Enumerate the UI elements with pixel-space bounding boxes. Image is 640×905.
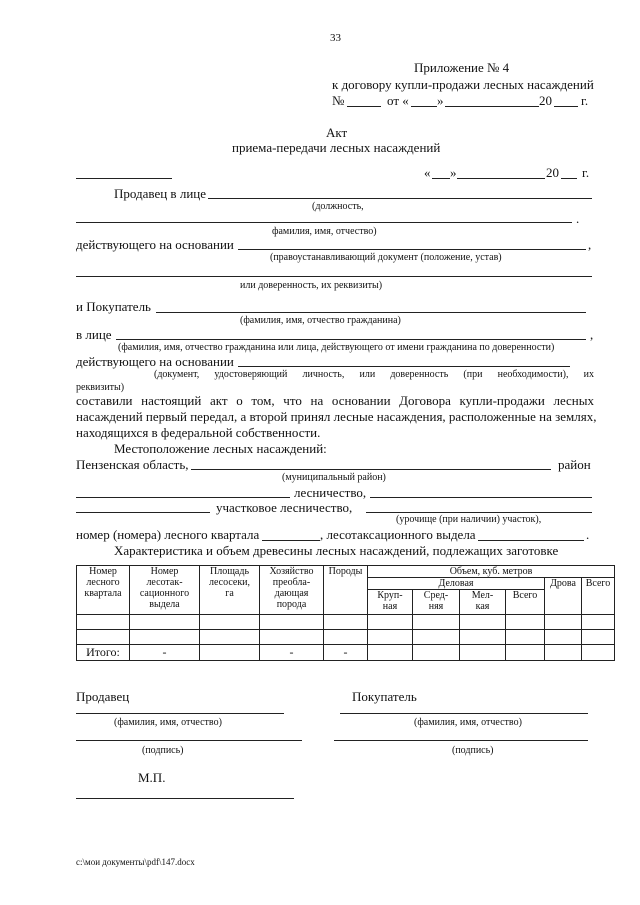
appendix-subtitle: к договору купли-продажи лесных насаждений <box>332 77 594 92</box>
place-blank <box>76 178 172 179</box>
table-cell <box>200 645 260 661</box>
seller-caption-basis: (правоустанавливающий документ (положение, устав) <box>270 252 502 263</box>
seller-name-caption: (фамилия, имя, отчество) <box>114 717 222 728</box>
location-caption-tract: (урочище (при наличии) участок), <box>396 514 542 525</box>
buyer-caption-document-end: реквизиты) <box>76 382 125 393</box>
total-label: Итого: <box>77 645 130 661</box>
table-cell <box>460 645 506 661</box>
table-cell <box>260 630 324 645</box>
date-year-prefix: 20 <box>546 165 559 180</box>
buyer-person-end: , <box>590 327 594 342</box>
header-species: Породы <box>324 566 368 615</box>
caption-word: (при <box>463 369 483 380</box>
table-row <box>77 630 615 645</box>
seller-power-blank <box>76 276 592 277</box>
date-close-quote: » <box>450 165 457 180</box>
buyer-name-blank <box>156 312 586 313</box>
buyer-name-caption: (фамилия, имя, отчество) <box>414 717 522 728</box>
location-heading: Местоположение лесных насаждений: <box>114 441 327 456</box>
stamp-blank <box>76 798 294 799</box>
seller-basis-blank <box>238 249 586 250</box>
table-row <box>77 615 615 630</box>
appendix-year-prefix: 20 <box>539 93 552 108</box>
buyer-sign-name-blank <box>340 713 588 714</box>
caption-word: (документ, <box>154 369 200 380</box>
header-total: Всего <box>582 578 615 615</box>
location-forestry: лесничество, <box>294 485 367 500</box>
table-cell <box>506 645 545 661</box>
date-day-blank <box>432 178 450 179</box>
table-cell <box>130 615 200 630</box>
seller-label: Продавец в лице <box>114 186 206 201</box>
date-month-blank <box>457 178 545 179</box>
seller-basis-end: , <box>588 237 592 252</box>
caption-word: доверенность <box>390 369 449 380</box>
buyer-caption-name: (фамилия, имя, отчество гражданина) <box>240 315 401 326</box>
stamp-label: М.П. <box>138 770 166 785</box>
location-section-label: , лесотаксационного выдела <box>320 527 476 542</box>
appendix-from-word: от « <box>387 93 409 108</box>
caption-word: удостоверяющий <box>214 369 288 380</box>
location-quarter-label: номер (номера) лесного квартала <box>76 527 260 542</box>
table-cell <box>460 615 506 630</box>
total-section: - <box>130 645 200 661</box>
timber-table <box>76 565 615 661</box>
table-cell <box>324 615 368 630</box>
table-cell <box>130 630 200 645</box>
table-cell <box>582 645 615 661</box>
total-species: - <box>324 645 368 661</box>
header-area: Площадь лесосеки, га <box>200 566 260 615</box>
table-cell <box>368 615 413 630</box>
appendix-year-suffix: г. <box>581 93 589 108</box>
appendix-year-blank <box>554 106 578 107</box>
page-number: 33 <box>330 32 341 44</box>
act-heading: Акт <box>326 125 348 140</box>
table-caption: Характеристика и объем древесины лесных насаждений, подлежащих заготовке <box>114 543 559 558</box>
table-cell <box>324 630 368 645</box>
seller-caption-position: (должность, <box>312 201 364 212</box>
table-cell <box>545 630 582 645</box>
table-cell <box>200 630 260 645</box>
header-farm: Хозяйство преобла- дающая порода <box>260 566 324 615</box>
buyer-sign-caption: (подпись) <box>452 745 494 756</box>
header-small: Мел- кая <box>460 590 506 615</box>
seller-name-end: . <box>576 211 580 226</box>
table-cell <box>582 630 615 645</box>
date-open-quote: « <box>424 165 431 180</box>
appendix-title: Приложение № 4 <box>414 60 510 75</box>
caption-word: их <box>583 369 594 380</box>
body-line-3: находящихся в федеральной собственности. <box>76 425 321 440</box>
buyer-caption-document <box>154 369 594 380</box>
table-cell <box>413 645 460 661</box>
location-section-end: . <box>586 527 590 542</box>
caption-word: или <box>359 369 376 380</box>
table-cell <box>413 615 460 630</box>
header-total-commercial: Всего <box>506 590 545 615</box>
seller-basis-label: действующего на основании <box>76 237 234 252</box>
table-cell <box>77 615 130 630</box>
header-medium: Сред- няя <box>413 590 460 615</box>
buyer-person-blank <box>116 339 586 340</box>
location-forestry-blank <box>76 497 290 498</box>
seller-name-blank <box>76 222 572 223</box>
location-subforestry-blank <box>76 512 210 513</box>
caption-word: личность, <box>302 369 345 380</box>
footer-path: c:\мои документы\pdf\147.docx <box>76 857 195 867</box>
table-total-row <box>77 645 615 661</box>
date-year-suffix: г. <box>582 165 590 180</box>
location-region: Пензенская область, <box>76 457 189 472</box>
appendix-day-blank <box>411 106 437 107</box>
seller-signature-blank <box>76 740 302 741</box>
location-caption-district: (муниципальный район) <box>282 472 386 483</box>
header-section: Номер лесотак- сационного выдела <box>130 566 200 615</box>
buyer-basis-label: действующего на основании <box>76 354 234 369</box>
buyer-label: и Покупатель <box>76 299 151 314</box>
buyer-person-label: в лице <box>76 327 112 342</box>
table-cell <box>506 630 545 645</box>
table-cell <box>413 630 460 645</box>
signature-seller-label: Продавец <box>76 689 130 704</box>
seller-caption-power: или доверенность, их реквизиты) <box>240 280 383 291</box>
header-large: Круп- ная <box>368 590 413 615</box>
location-section-blank <box>478 540 584 541</box>
appendix-no-prefix: № <box>332 93 345 108</box>
header-quarter: Номер лесного квартала <box>77 566 130 615</box>
table-cell <box>582 615 615 630</box>
date-year-blank <box>561 178 577 179</box>
location-quarter-blank <box>262 540 320 541</box>
seller-position-blank <box>208 198 592 199</box>
table-cell <box>368 645 413 661</box>
location-forestry-after-blank <box>370 497 592 498</box>
signature-buyer-label: Покупатель <box>352 689 417 704</box>
table-cell <box>545 615 582 630</box>
location-district-blank <box>191 469 551 470</box>
table-cell <box>545 645 582 661</box>
body-line-2: насаждений первый передал, а второй принял лесные насаждения, расположенные на землях, <box>76 409 597 424</box>
table-cell <box>506 615 545 630</box>
appendix-no-blank <box>347 106 381 107</box>
seller-sign-name-blank <box>76 713 284 714</box>
appendix-close-quote: » <box>437 93 444 108</box>
table-cell <box>368 630 413 645</box>
total-farm: - <box>260 645 324 661</box>
seller-sign-caption: (подпись) <box>142 745 184 756</box>
buyer-basis-blank <box>238 366 570 367</box>
buyer-signature-blank <box>334 740 588 741</box>
table-cell <box>260 615 324 630</box>
table-cell <box>460 630 506 645</box>
table-cell <box>77 630 130 645</box>
header-commercial: Деловая <box>368 578 545 590</box>
location-subforestry: участковое лесничество, <box>216 500 353 515</box>
header-firewood: Дрова <box>545 578 582 615</box>
buyer-caption-person: (фамилия, имя, отчество гражданина или лица, действующего от имени гражданина по доверенности) <box>118 342 555 353</box>
table-cell <box>200 615 260 630</box>
seller-caption-name: фамилия, имя, отчество) <box>272 226 377 237</box>
caption-word: необходимости), <box>497 369 569 380</box>
location-subforestry-after-blank <box>366 512 592 513</box>
header-volume: Объем, куб. метров <box>368 566 615 578</box>
body-line-1: составили настоящий акт о том, что на основании Договора купли-продажи лесных <box>76 393 594 408</box>
act-subheading: приема-передачи лесных насаждений <box>232 140 441 155</box>
appendix-month-blank <box>445 106 539 107</box>
location-district-suffix: район <box>558 457 591 472</box>
